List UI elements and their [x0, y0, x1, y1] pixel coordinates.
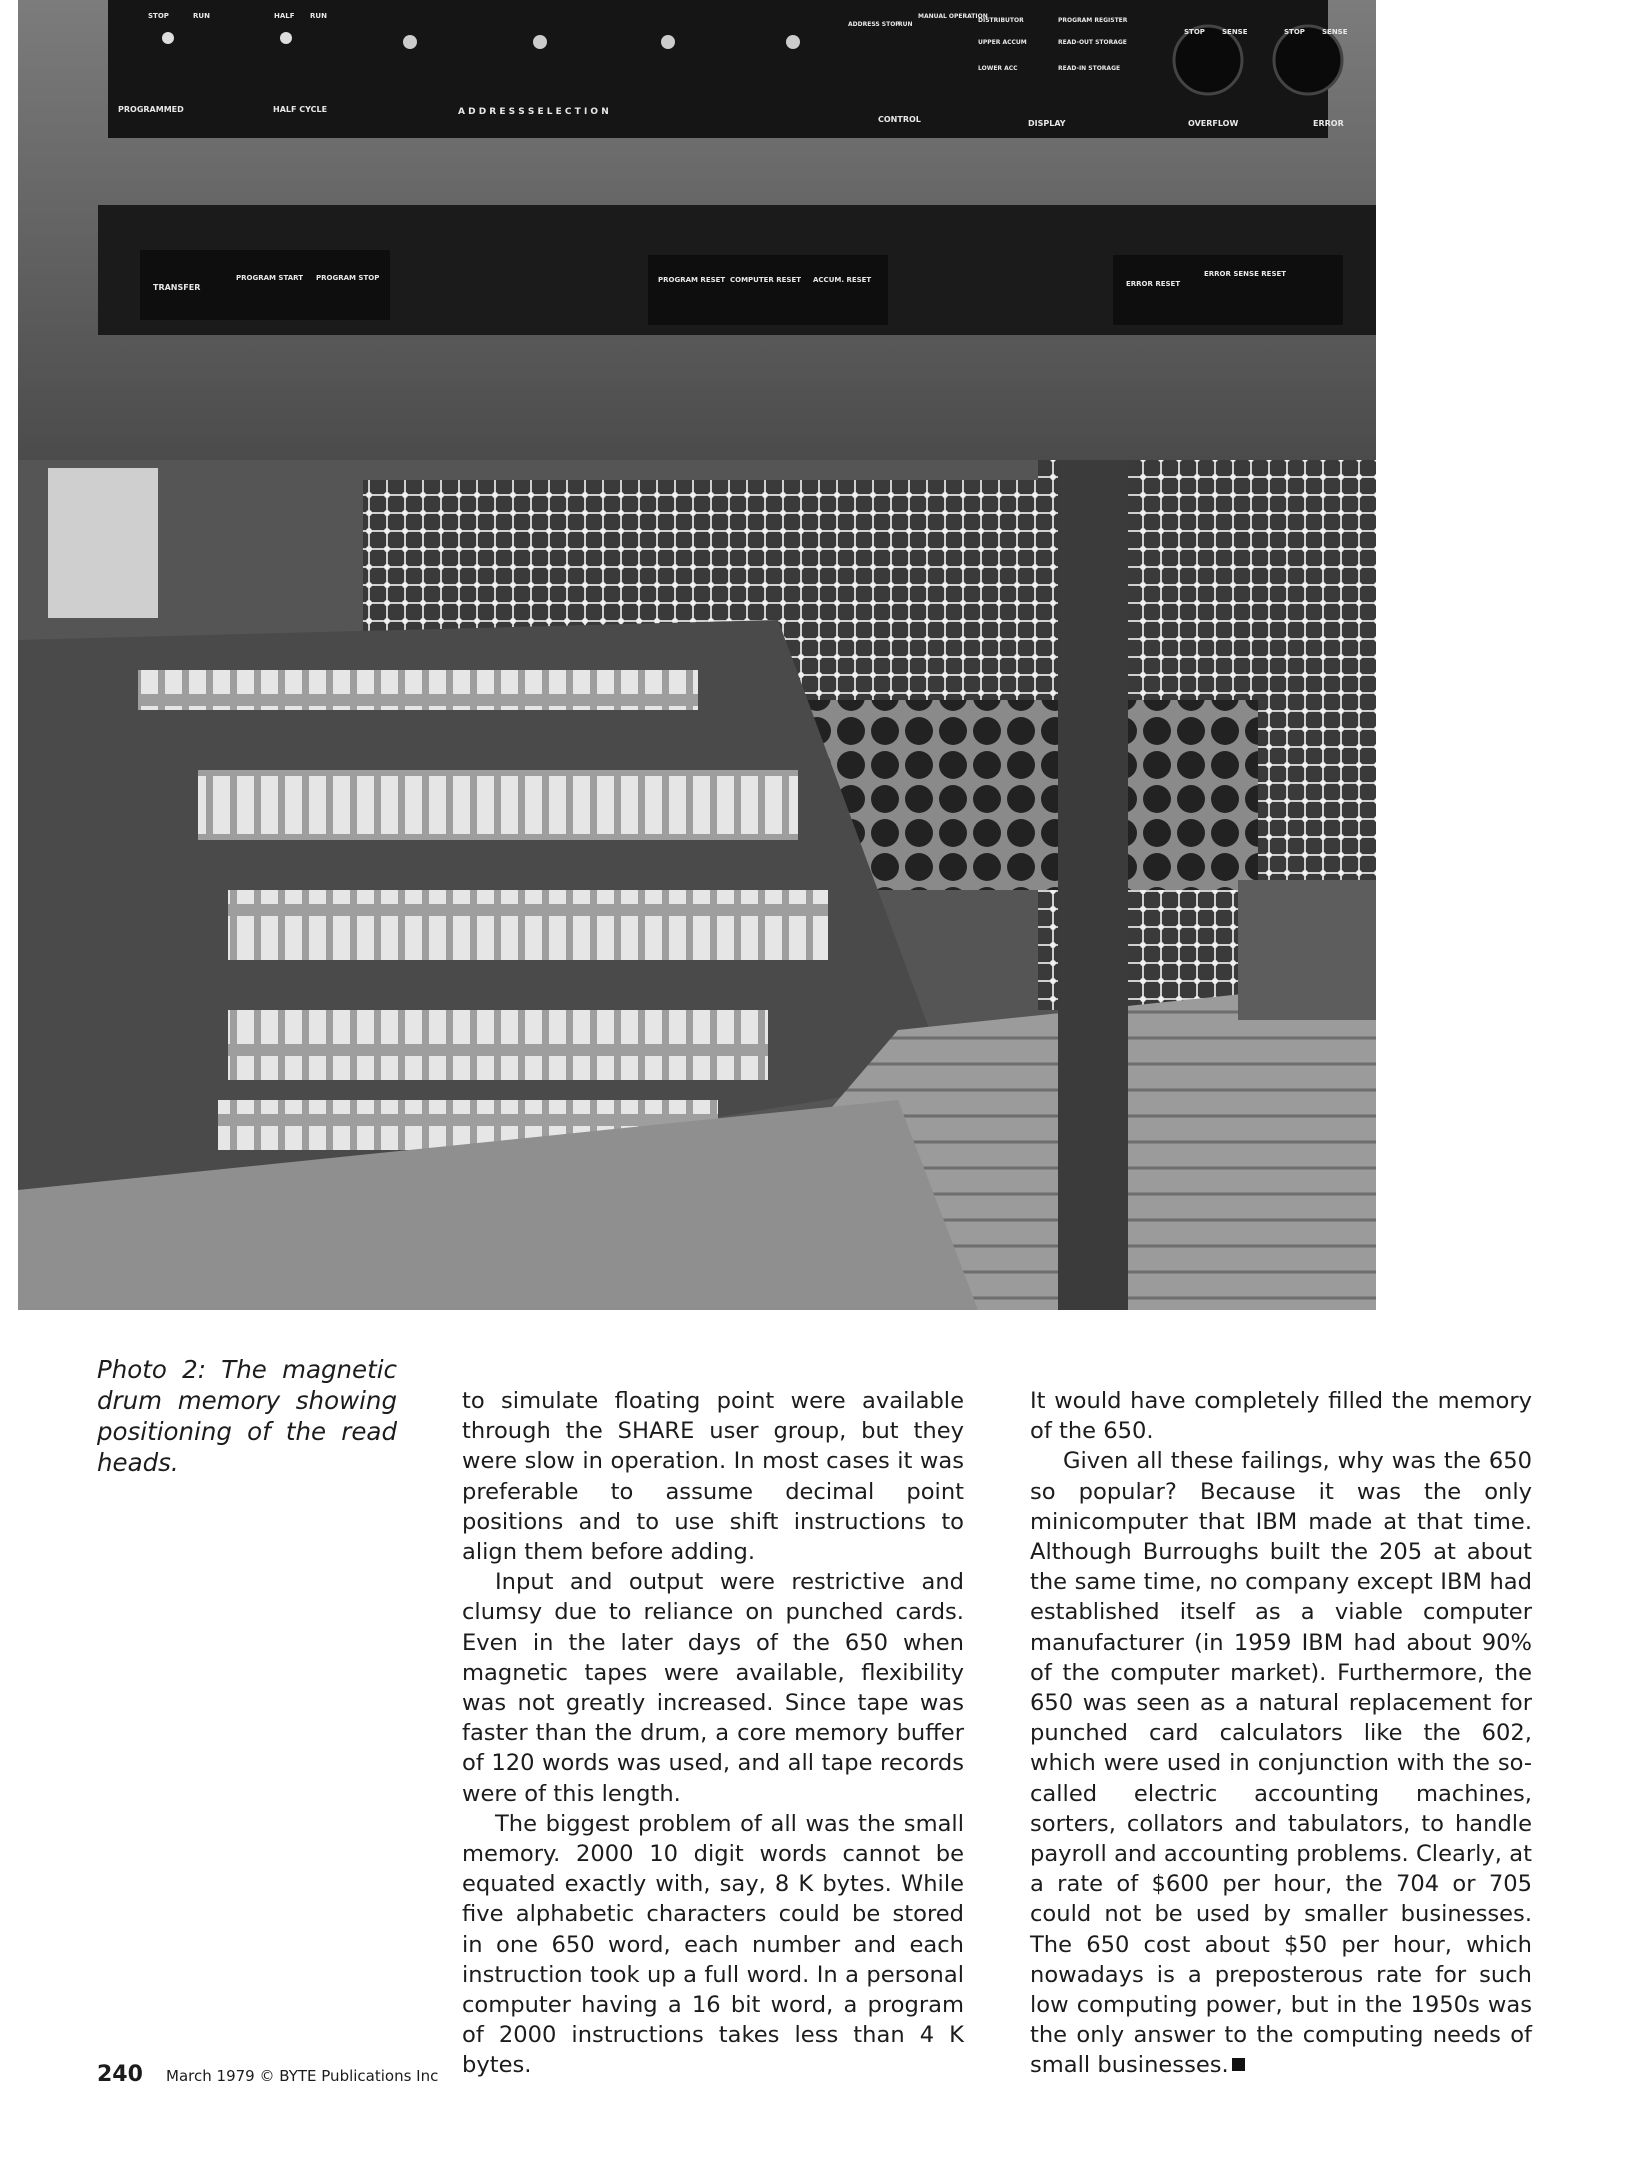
- panel-label: SENSE: [1322, 28, 1348, 36]
- panel-label: READ-OUT STORAGE: [1058, 39, 1127, 46]
- panel-button-label: ERROR SENSE RESET: [1204, 270, 1287, 278]
- panel-label: HALF: [274, 12, 295, 20]
- article-column-middle: [462, 1386, 964, 2081]
- panel-label: MANUAL OPERATION: [918, 13, 988, 20]
- panel-button-label: PROGRAM STOP: [316, 274, 380, 282]
- paragraph-text: Given all these failings, why was the 650 so popular? Because it was the only minicomputer that IBM made at that time. Although Burroughs built the 205 at about the same time, no company except IBM had established itself as a viable computer manufacturer (in 1959 IBM had about 90% of the computer market). Furthermore, the 650 was seen as a natural replacement for punched card calculators like the 602, which were used in conjunction with the so-called electric accounting machines, sorters, collators and tabulators, to handle payroll and accounting problems. Clearly, at a rate of $600 per hour, the 704 or 705 could not be used by smaller businesses. The 650 cost about $50 per hour, which nowadays is a preposterous rate for such low computing power, but in the 1950s was the only answer to the computing needs of small businesses.: [1030, 1448, 1532, 2079]
- panel-label: DISPLAY: [1028, 119, 1066, 128]
- panel-label: A D D R E S S S E L E C T I O N: [458, 107, 609, 117]
- panel-label: UPPER ACCUM: [978, 39, 1027, 46]
- page-number: 240: [97, 2062, 143, 2087]
- panel-label: PROGRAMMED: [118, 105, 184, 114]
- paragraph: It would have completely filled the memory of the 650.: [1030, 1388, 1532, 1445]
- panel-button-label: ACCUM. RESET: [813, 276, 872, 284]
- photo-caption: Photo 2: The magnetic drum memory showing positioning of the read heads.: [97, 1355, 397, 1477]
- panel-label: ERROR: [1313, 119, 1344, 128]
- panel-label: CONTROL: [878, 115, 921, 124]
- page-footer: [97, 2062, 438, 2087]
- panel-label: RUN: [193, 12, 210, 20]
- end-of-article-icon: [1232, 2058, 1245, 2071]
- panel-label: STOP: [1284, 28, 1305, 36]
- paragraph: Input and output were restrictive and clumsy due to reliance on punched cards. Even in the later days of the 650 when magnetic tapes were available, flexibility was not greatly increased. Since tape was faster than the drum, a core memory buffer of 120 words was used, and all tape records were of this length.: [462, 1569, 964, 1807]
- panel-button-label: PROGRAM START: [236, 274, 303, 282]
- panel-label: RUN: [898, 21, 913, 28]
- photo-illustration: [18, 0, 1376, 1310]
- panel-button-label: PROGRAM RESET: [658, 276, 726, 284]
- panel-label: LOWER ACC: [978, 65, 1018, 72]
- panel-label: SENSE: [1222, 28, 1248, 36]
- panel-label: READ-IN STORAGE: [1058, 65, 1121, 72]
- panel-label: STOP: [1184, 28, 1205, 36]
- panel-button-label: TRANSFER: [153, 283, 201, 292]
- photo-magnetic-drum: [18, 0, 1376, 1310]
- paragraph: [1030, 1446, 1532, 2080]
- panel-label: DISTRIBUTOR: [978, 17, 1024, 24]
- panel-label: OVERFLOW: [1188, 119, 1239, 128]
- panel-label: RUN: [310, 12, 327, 20]
- panel-label: HALF CYCLE: [273, 105, 328, 114]
- article-column-right: [1030, 1386, 1532, 2081]
- paragraph: The biggest problem of all was the small memory. 2000 10 digit words cannot be equated exactly with, say, 8 K bytes. While five alphabetic characters could be stored in one 650 word, each number and each instruction took up a full word. In a personal computer having a 16 bit word, a program of 2000 instructions takes less than 4 K bytes.: [462, 1810, 964, 2079]
- publication-line: March 1979 © BYTE Publications Inc: [166, 2067, 439, 2085]
- panel-label: STOP: [148, 12, 169, 20]
- panel-label: PROGRAM REGISTER: [1058, 17, 1128, 24]
- panel-button-label: ERROR RESET: [1126, 280, 1181, 288]
- panel-button-label: COMPUTER RESET: [730, 276, 802, 284]
- panel-label: ADDRESS STOP: [848, 21, 900, 28]
- paragraph: to simulate floating point were available through the SHARE user group, but they were slow in operation. In most cases it was preferable to assume decimal point positions and to use shift instructions to align them before adding.: [462, 1388, 964, 1566]
